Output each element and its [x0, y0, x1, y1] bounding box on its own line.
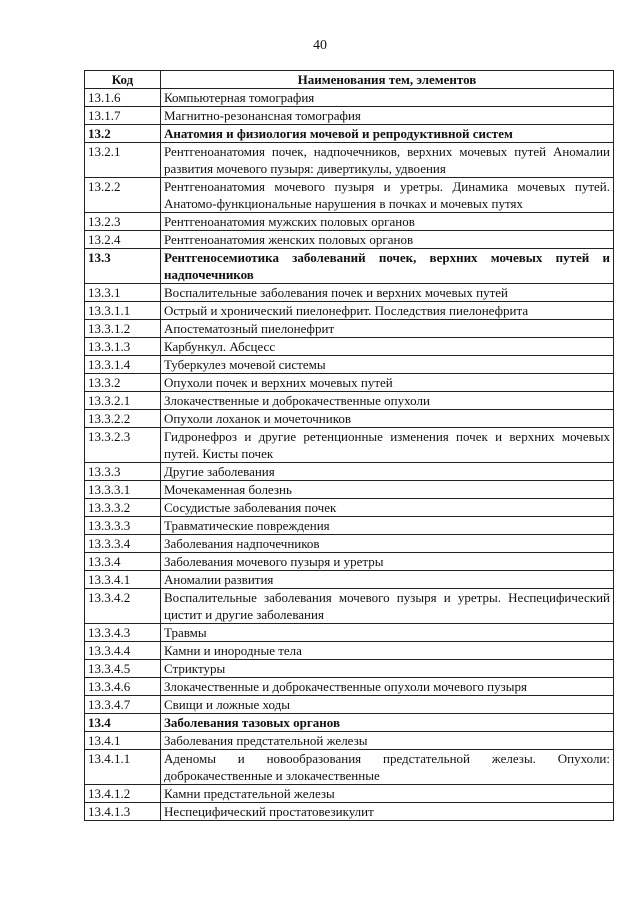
row-code: 13.3.2.2 [85, 410, 161, 428]
row-code: 13.3.2 [85, 374, 161, 392]
row-name: Камни и инородные тела [161, 642, 614, 660]
row-code: 13.3.4 [85, 553, 161, 571]
row-code: 13.3.2.1 [85, 392, 161, 410]
table-row [85, 125, 614, 143]
row-code: 13.4.1 [85, 732, 161, 750]
header-code: Код [85, 71, 161, 89]
table-row [85, 750, 614, 785]
table-row [85, 535, 614, 553]
row-code: 13.3.1.1 [85, 302, 161, 320]
table-row [85, 178, 614, 213]
row-name: Другие заболевания [161, 463, 614, 481]
table-row [85, 714, 614, 732]
row-name: Заболевания мочевого пузыря и уретры [161, 553, 614, 571]
table-row [85, 803, 614, 821]
row-name: Сосудистые заболевания почек [161, 499, 614, 517]
table-row [85, 249, 614, 284]
row-code: 13.3.2.3 [85, 428, 161, 463]
row-name: Аденомы и новообразования предстательной железы. Опухоли: доброкачественные и злокачественные [161, 750, 614, 785]
table-row [85, 517, 614, 535]
row-name: Злокачественные и доброкачественные опухоли [161, 392, 614, 410]
table-row [85, 463, 614, 481]
row-code: 13.3.4.4 [85, 642, 161, 660]
row-code: 13.4 [85, 714, 161, 732]
table-row [85, 624, 614, 642]
row-name: Магнитно-резонансная томография [161, 107, 614, 125]
row-name: Воспалительные заболевания мочевого пузыря и уретры. Неспецифический цистит и другие заболевания [161, 589, 614, 624]
table-row [85, 284, 614, 302]
row-name: Анатомия и физиология мочевой и репродуктивной систем [161, 125, 614, 143]
row-code: 13.3.1.3 [85, 338, 161, 356]
row-name: Злокачественные и доброкачественные опухоли мочевого пузыря [161, 678, 614, 696]
table-row [85, 589, 614, 624]
row-name: Свищи и ложные ходы [161, 696, 614, 714]
row-code: 13.1.6 [85, 89, 161, 107]
table-row [85, 678, 614, 696]
row-name: Гидронефроз и другие ретенционные изменения почек и верхних мочевых путей. Кисты почек [161, 428, 614, 463]
row-code: 13.4.1.2 [85, 785, 161, 803]
row-code: 13.3.3.4 [85, 535, 161, 553]
row-code: 13.4.1.3 [85, 803, 161, 821]
row-name: Карбункул. Абсцесс [161, 338, 614, 356]
table-row [85, 107, 614, 125]
row-name: Компьютерная томография [161, 89, 614, 107]
table-row [85, 392, 614, 410]
table-body [85, 89, 614, 821]
row-name: Травмы [161, 624, 614, 642]
row-code: 13.2.4 [85, 231, 161, 249]
row-code: 13.2.1 [85, 143, 161, 178]
table-row [85, 338, 614, 356]
row-name: Рентгеноанатомия женских половых органов [161, 231, 614, 249]
row-code: 13.3.4.1 [85, 571, 161, 589]
topics-table [84, 70, 614, 821]
row-code: 13.3.4.2 [85, 589, 161, 624]
row-code: 13.3.4.5 [85, 660, 161, 678]
row-code: 13.3 [85, 249, 161, 284]
table-row [85, 356, 614, 374]
row-code: 13.2.3 [85, 213, 161, 231]
row-name: Рентгеносемиотика заболеваний почек, верхних мочевых путей и надпочечников [161, 249, 614, 284]
table-row [85, 374, 614, 392]
row-name: Воспалительные заболевания почек и верхних мочевых путей [161, 284, 614, 302]
table-row [85, 143, 614, 178]
header-name: Наименования тем, элементов [161, 71, 614, 89]
row-code: 13.3.1 [85, 284, 161, 302]
row-name: Мочекаменная болезнь [161, 481, 614, 499]
table-row [85, 696, 614, 714]
table-row [85, 732, 614, 750]
table-row [85, 213, 614, 231]
row-name: Опухоли лоханок и мочеточников [161, 410, 614, 428]
row-name: Опухоли почек и верхних мочевых путей [161, 374, 614, 392]
row-name: Туберкулез мочевой системы [161, 356, 614, 374]
table-row [85, 660, 614, 678]
row-code: 13.4.1.1 [85, 750, 161, 785]
row-name: Заболевания надпочечников [161, 535, 614, 553]
row-name: Аномалии развития [161, 571, 614, 589]
row-name: Рентгеноанатомия почек, надпочечников, верхних мочевых путей Аномалии развития мочевого пузыря: дивертикулы, удвоения [161, 143, 614, 178]
table-row [85, 553, 614, 571]
row-code: 13.3.4.3 [85, 624, 161, 642]
table-row [85, 302, 614, 320]
row-name: Острый и хронический пиелонефрит. Последствия пиелонефрита [161, 302, 614, 320]
table-row [85, 410, 614, 428]
table-row [85, 481, 614, 499]
row-code: 13.2 [85, 125, 161, 143]
row-code: 13.3.4.7 [85, 696, 161, 714]
table-row [85, 428, 614, 463]
row-code: 13.3.3 [85, 463, 161, 481]
row-code: 13.2.2 [85, 178, 161, 213]
row-code: 13.3.4.6 [85, 678, 161, 696]
row-name: Заболевания тазовых органов [161, 714, 614, 732]
row-code: 13.3.3.2 [85, 499, 161, 517]
row-name: Рентгеноанатомия мужских половых органов [161, 213, 614, 231]
table-row [85, 231, 614, 249]
row-name: Камни предстательной железы [161, 785, 614, 803]
row-code: 13.3.3.1 [85, 481, 161, 499]
table-header-row [85, 71, 614, 89]
row-name: Рентгеноанатомия мочевого пузыря и уретры. Динамика мочевых путей. Анатомо-функциональные нарушения в почках и мочевых путях [161, 178, 614, 213]
row-name: Травматические повреждения [161, 517, 614, 535]
page-number: 40 [313, 38, 327, 53]
table-row [85, 785, 614, 803]
row-name: Апостематозный пиелонефрит [161, 320, 614, 338]
table-row [85, 499, 614, 517]
row-name: Неспецифический простатовезикулит [161, 803, 614, 821]
row-code: 13.3.3.3 [85, 517, 161, 535]
table-row [85, 571, 614, 589]
row-code: 13.3.1.2 [85, 320, 161, 338]
row-code: 13.1.7 [85, 107, 161, 125]
table-row [85, 642, 614, 660]
table-row [85, 89, 614, 107]
row-code: 13.3.1.4 [85, 356, 161, 374]
table-row [85, 320, 614, 338]
row-name: Стриктуры [161, 660, 614, 678]
row-name: Заболевания предстательной железы [161, 732, 614, 750]
